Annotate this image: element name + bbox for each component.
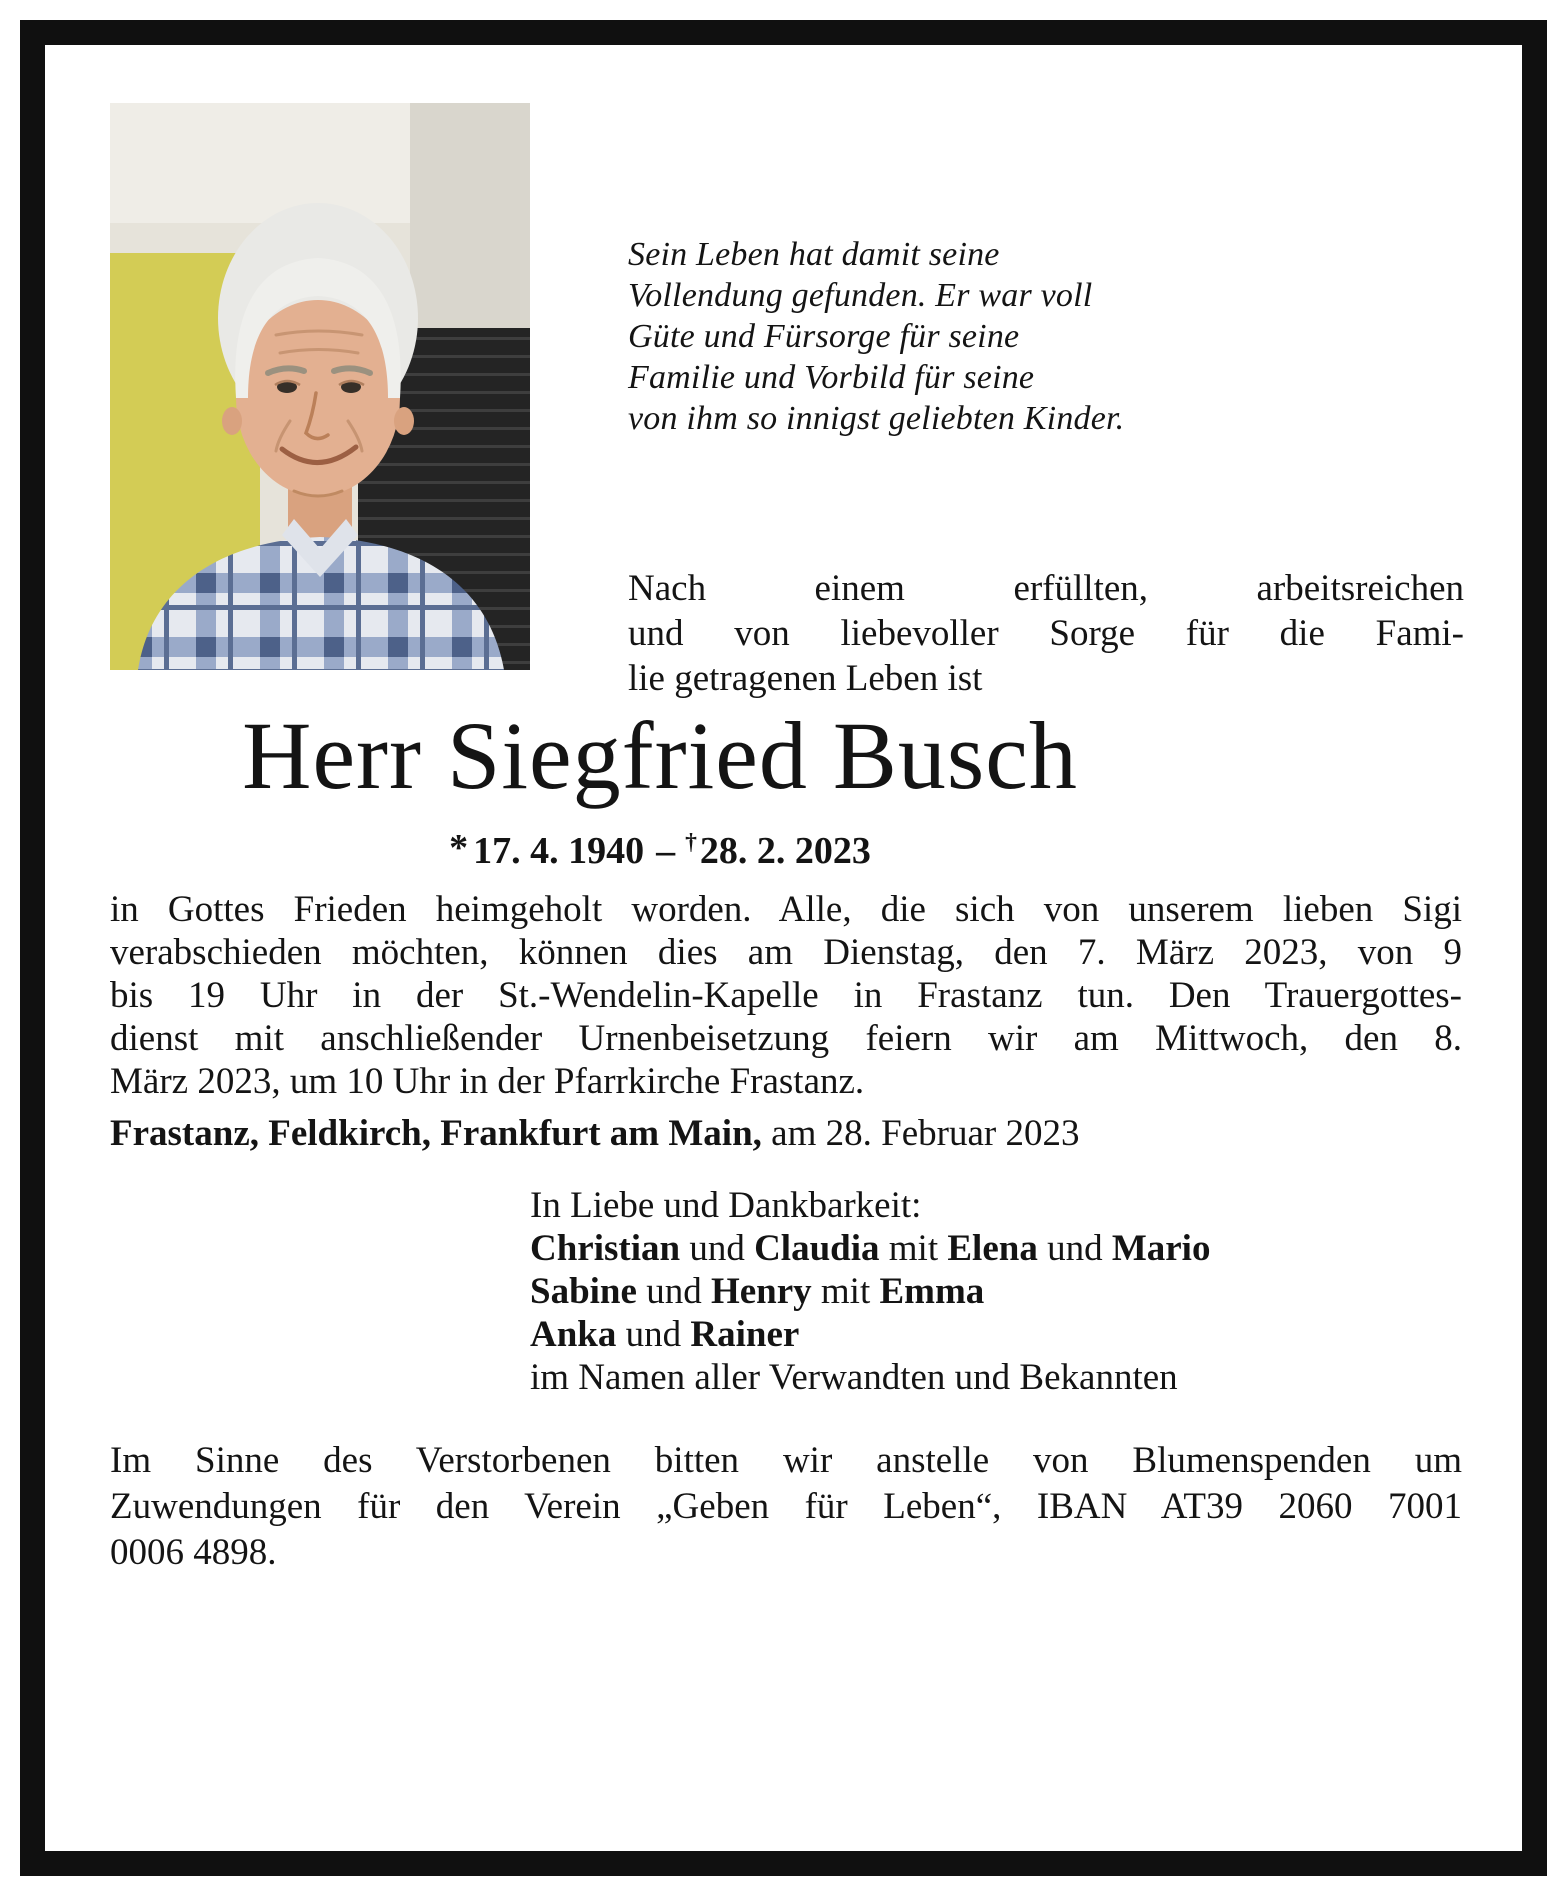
connector-word: und [689, 1228, 745, 1269]
family-name: Claudia [754, 1228, 880, 1269]
gratitude-heading: In Liebe und Dankbarkeit: [530, 1185, 922, 1226]
epigraph-line: Güte und Fürsorge für seine [628, 318, 1020, 355]
connector-word: und [625, 1314, 682, 1355]
family-name: Rainer [690, 1314, 800, 1355]
gratitude-block [530, 1184, 1460, 1399]
epigraph-line: Sein Leben hat damit seine [628, 236, 1000, 273]
epigraph-line: Vollendung gefunden. Er war voll [628, 277, 1093, 314]
announcement-line: März 2023, um 10 Uhr in der Pfarrkirche Frastanz. [110, 1061, 865, 1102]
connector-word: und [1047, 1228, 1103, 1269]
birth-date: 17. 4. 1940 [473, 830, 645, 872]
announcement-paragraph [110, 888, 1462, 1103]
family-name: Sabine [530, 1271, 637, 1312]
donation-paragraph [110, 1438, 1462, 1576]
intro-line: Nach einem erfüllten, arbeitsreichen [628, 568, 1464, 609]
donation-line: Im Sinne des Verstorbenen bitten wir anstelle von Blumenspenden um [110, 1440, 1462, 1481]
announcement-line: in Gottes Frieden heimgeholt worden. Alle, die sich von unserem lieben Sigi [110, 889, 1462, 930]
places-date-line [110, 1112, 1462, 1155]
death-date: 28. 2. 2023 [699, 830, 871, 872]
family-line [530, 1270, 1460, 1313]
intro-line: und von liebevoller Sorge für die Fami- [628, 613, 1464, 654]
portrait-illustration [110, 103, 530, 670]
deceased-name: Herr Siegfried Busch [242, 702, 1078, 809]
birth-symbol: * [449, 827, 469, 869]
intro-line: lie getragenen Leben ist [628, 658, 983, 699]
connector-word: mit [820, 1271, 871, 1312]
portrait-photo [110, 103, 530, 670]
family-line [530, 1227, 1460, 1270]
gratitude-closing: im Namen aller Verwandten und Bekannten [530, 1357, 1178, 1398]
epigraph-line: von ihm so innigst geliebten Kinder. [628, 400, 1125, 437]
family-name: Elena [947, 1228, 1038, 1269]
epigraph-line: Familie und Vorbild für seine [628, 359, 1035, 396]
intro-paragraph [628, 566, 1464, 701]
donation-line: 0006 4898. [110, 1532, 277, 1573]
connector-word: mit [888, 1228, 939, 1269]
family-name: Emma [879, 1271, 985, 1312]
announcement-line: dienst mit anschließender Urnenbeisetzung feiern wir am Mittwoch, den 8. [110, 1018, 1462, 1059]
family-name: Mario [1111, 1228, 1211, 1269]
family-name: Christian [530, 1228, 681, 1269]
epigraph-verse [628, 234, 1228, 439]
announcement-line: verabschieden möchten, können dies am Dienstag, den 7. März 2023, von 9 [110, 932, 1462, 973]
places-text: Frastanz, Feldkirch, Frankfurt am Main, [110, 1113, 762, 1154]
date-text: am 28. Februar 2023 [771, 1113, 1080, 1154]
dates-separator: – [656, 830, 676, 872]
announcement-line: bis 19 Uhr in der St.-Wendelin-Kapelle in Frastanz tun. Den Trauergottes- [110, 975, 1462, 1016]
life-dates-line [110, 826, 1210, 873]
death-symbol: † [685, 829, 697, 855]
family-name: Anka [530, 1314, 617, 1355]
family-name: Henry [710, 1271, 812, 1312]
connector-word: und [646, 1271, 702, 1312]
donation-line: Zuwendungen für den Verein „Geben für Leben“, IBAN AT39 2060 7001 [110, 1486, 1462, 1527]
family-line [530, 1313, 1460, 1356]
